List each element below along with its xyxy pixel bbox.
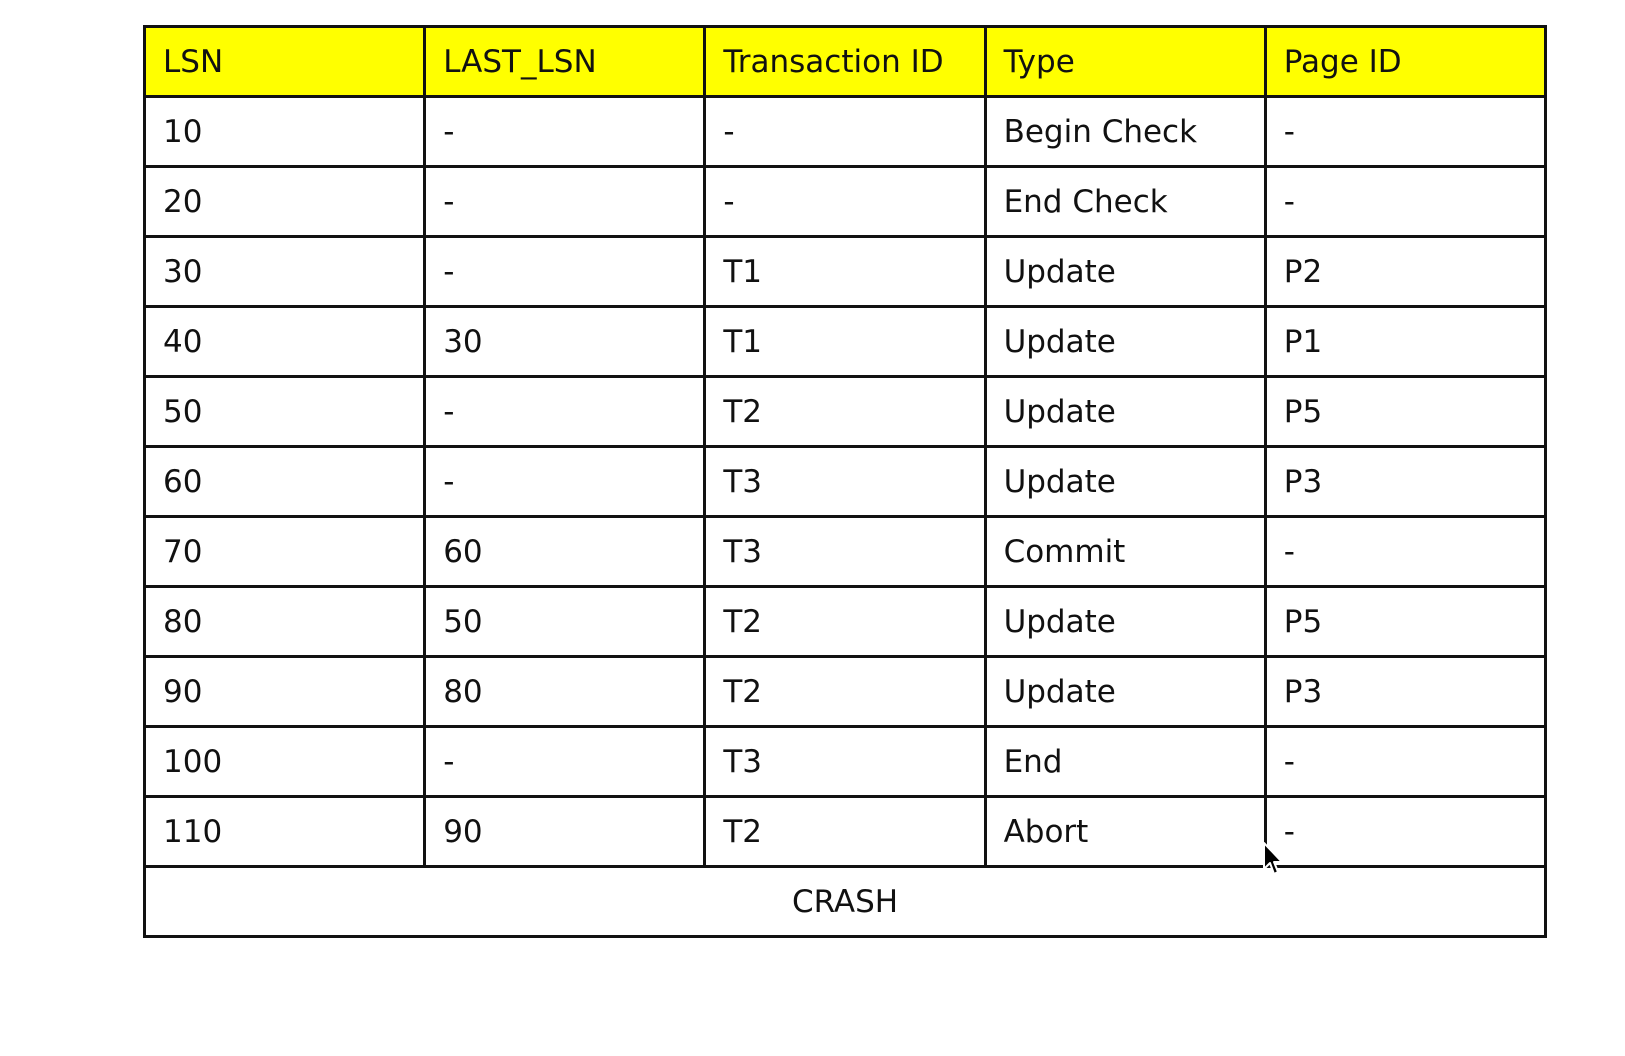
table-row (145, 237, 1546, 307)
cell-transaction-id: T2 (705, 657, 985, 727)
table-row (145, 797, 1546, 867)
cell-lsn: 40 (145, 307, 425, 377)
cell-page-id: - (1265, 797, 1545, 867)
cell-transaction-id: - (705, 167, 985, 237)
cell-page-id: P5 (1265, 377, 1545, 447)
cell-type: Update (985, 587, 1265, 657)
header-lsn: LSN (145, 27, 425, 97)
cell-type: Begin Check (985, 97, 1265, 167)
cell-type: Abort (985, 797, 1265, 867)
cell-lsn: 90 (145, 657, 425, 727)
mouse-pointer-icon (1262, 841, 1286, 877)
cell-last-lsn: - (425, 97, 705, 167)
header-type: Type (985, 27, 1265, 97)
cell-type: Commit (985, 517, 1265, 587)
cell-transaction-id: T1 (705, 237, 985, 307)
cell-type: Update (985, 377, 1265, 447)
cell-lsn: 70 (145, 517, 425, 587)
cell-transaction-id: T3 (705, 727, 985, 797)
cell-last-lsn: - (425, 377, 705, 447)
cell-transaction-id: T3 (705, 517, 985, 587)
cell-last-lsn: 80 (425, 657, 705, 727)
cell-transaction-id: T1 (705, 307, 985, 377)
log-table-header (145, 27, 1546, 97)
cell-last-lsn: - (425, 447, 705, 517)
cell-type: Update (985, 307, 1265, 377)
cell-page-id: P3 (1265, 657, 1545, 727)
table-row (145, 307, 1546, 377)
cell-page-id: - (1265, 97, 1545, 167)
cell-transaction-id: T3 (705, 447, 985, 517)
cell-lsn: 10 (145, 97, 425, 167)
table-row (145, 97, 1546, 167)
crash-row (145, 867, 1546, 937)
cell-lsn: 50 (145, 377, 425, 447)
cell-transaction-id: T2 (705, 587, 985, 657)
table-row (145, 447, 1546, 517)
table-row (145, 517, 1546, 587)
table-row (145, 167, 1546, 237)
cell-last-lsn: - (425, 727, 705, 797)
header-transaction-id: Transaction ID (705, 27, 985, 97)
log-table-body (145, 97, 1546, 867)
cell-last-lsn: 30 (425, 307, 705, 377)
cell-page-id: - (1265, 727, 1545, 797)
cell-transaction-id: - (705, 97, 985, 167)
cell-last-lsn: 60 (425, 517, 705, 587)
log-table-footer (145, 867, 1546, 937)
cell-page-id: P5 (1265, 587, 1545, 657)
cell-last-lsn: 50 (425, 587, 705, 657)
cell-type: End Check (985, 167, 1265, 237)
cell-lsn: 20 (145, 167, 425, 237)
cell-page-id: P1 (1265, 307, 1545, 377)
cell-lsn: 60 (145, 447, 425, 517)
table-row (145, 727, 1546, 797)
cell-transaction-id: T2 (705, 797, 985, 867)
cell-type: End (985, 727, 1265, 797)
cell-lsn: 30 (145, 237, 425, 307)
cell-page-id: - (1265, 167, 1545, 237)
cell-page-id: - (1265, 517, 1545, 587)
cell-type: Update (985, 657, 1265, 727)
header-page-id: Page ID (1265, 27, 1545, 97)
cell-transaction-id: T2 (705, 377, 985, 447)
table-row (145, 657, 1546, 727)
header-row (145, 27, 1546, 97)
cell-page-id: P3 (1265, 447, 1545, 517)
cell-type: Update (985, 447, 1265, 517)
cell-lsn: 110 (145, 797, 425, 867)
header-last-lsn: LAST_LSN (425, 27, 705, 97)
table-row (145, 377, 1546, 447)
cell-lsn: 80 (145, 587, 425, 657)
crash-label: CRASH (145, 867, 1546, 937)
cell-last-lsn: - (425, 167, 705, 237)
cell-page-id: P2 (1265, 237, 1545, 307)
table-row (145, 587, 1546, 657)
log-table (143, 25, 1547, 938)
cell-type: Update (985, 237, 1265, 307)
cell-last-lsn: - (425, 237, 705, 307)
cell-lsn: 100 (145, 727, 425, 797)
cell-last-lsn: 90 (425, 797, 705, 867)
